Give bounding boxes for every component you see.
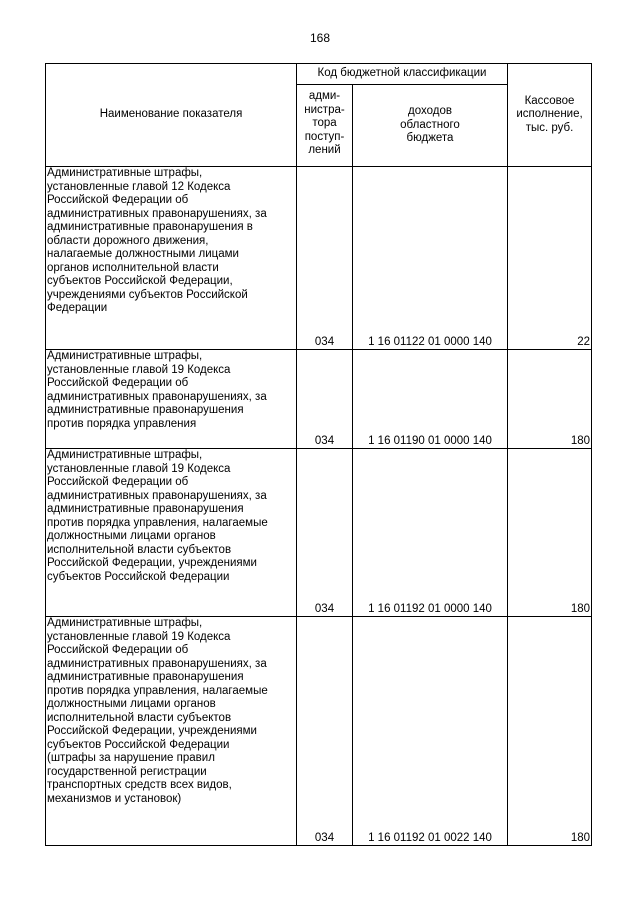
- table-row: [46, 617, 592, 846]
- header-budget-classification-code: Код бюджетной классификации: [297, 64, 508, 85]
- indicator-name-cell: Административные штрафы, установленные главой 19 Кодекса Российской Федерации об административных правонарушениях, за административные правонарушения против порядка управления: [46, 350, 297, 449]
- cash-execution-cell: 180: [508, 449, 592, 617]
- table-row: [46, 350, 592, 449]
- revenue-code-cell: 1 16 01192 01 0022 140: [353, 617, 508, 846]
- revenue-code-cell: 1 16 01192 01 0000 140: [353, 449, 508, 617]
- table-header: [46, 64, 592, 167]
- cash-execution-cell: 22: [508, 167, 592, 350]
- cash-execution-cell: 180: [508, 350, 592, 449]
- indicator-name-cell: Административные штрафы, установленные главой 19 Кодекса Российской Федерации об административных правонарушениях, за административные правонарушения против порядка управления, налагаемые должностными лицами органов исполнительной власти субъектов Российской Федерации, учреждениями субъектов Российской Федерации (штрафы за нарушение правил государственной регистрации транспортных средств всех видов, механизмов и установок): [46, 617, 297, 846]
- page-number: 168: [309, 31, 331, 45]
- budget-table: [45, 63, 592, 846]
- header-indicator-name: Наименование показателя: [46, 64, 297, 167]
- indicator-name-cell: Административные штрафы, установленные главой 12 Кодекса Российской Федерации об административных правонарушениях, за административные правонарушения в области дорожного движения, налагаемые должностными лицами органов исполнительной власти субъектов Российской Федерации, учреждениями субъектов Российской Федерации: [46, 167, 297, 350]
- cash-execution-cell: 180: [508, 617, 592, 846]
- header-regional-budget-revenue: доходов областного бюджета: [353, 85, 508, 167]
- administrator-code-cell: 034: [297, 449, 353, 617]
- indicator-name-cell: Административные штрафы, установленные главой 19 Кодекса Российской Федерации об административных правонарушениях, за административные правонарушения против порядка управления, налагаемые должностными лицами органов исполнительной власти субъектов Российской Федерации, учреждениями субъектов Российской Федерации: [46, 449, 297, 617]
- table-row: [46, 449, 592, 617]
- header-revenue-administrator: адми- нистра- тора поступ- лений: [297, 85, 353, 167]
- administrator-code-cell: 034: [297, 167, 353, 350]
- revenue-code-cell: 1 16 01190 01 0000 140: [353, 350, 508, 449]
- administrator-code-cell: 034: [297, 350, 353, 449]
- administrator-code-cell: 034: [297, 617, 353, 846]
- revenue-code-cell: 1 16 01122 01 0000 140: [353, 167, 508, 350]
- header-cash-execution: Кассовое исполнение, тыс. руб.: [508, 64, 592, 167]
- table-row: [46, 167, 592, 350]
